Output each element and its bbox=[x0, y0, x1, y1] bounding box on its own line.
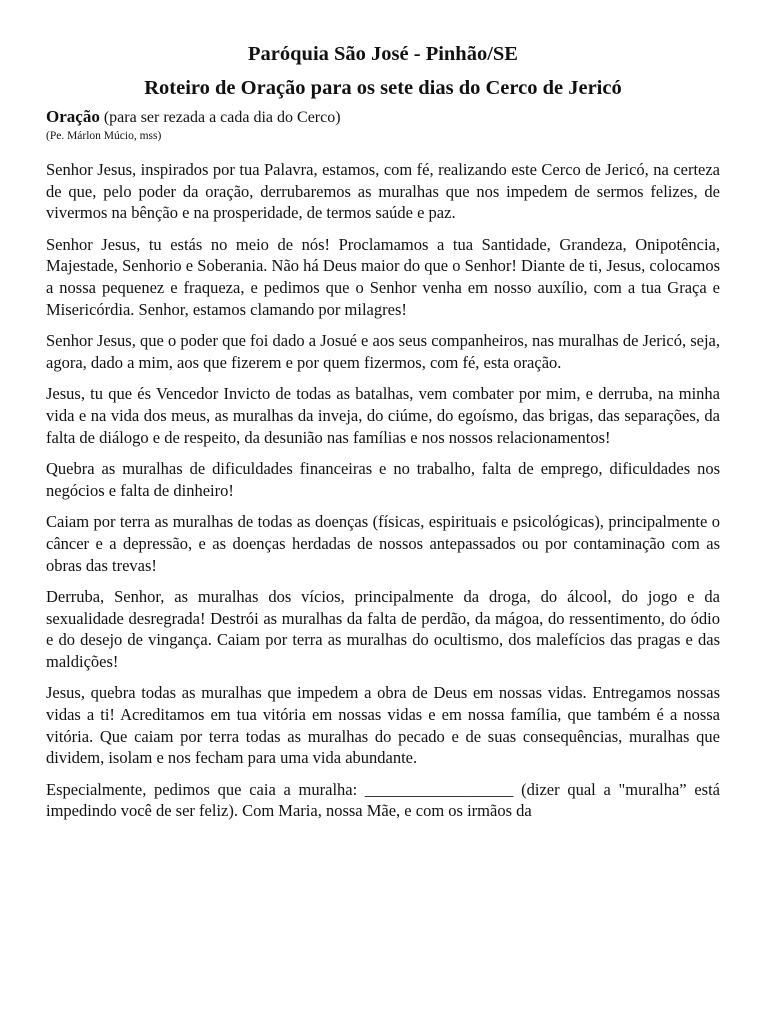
prayer-author: (Pe. Márlon Múcio, mss) bbox=[46, 130, 162, 142]
prayer-heading: Oração bbox=[46, 107, 100, 126]
parish-title: Paróquia São José - Pinhão/SE bbox=[248, 43, 518, 65]
prayer-paragraph-6: Caiam por terra as muralhas de todas as doenças (físicas, espirituais e psicológicas), principalmente o câncer e a depressão, e as doenças herdadas de nossos antepassados ou por contaminação com as obras das trevas! bbox=[46, 512, 720, 575]
document-page bbox=[46, 40, 720, 832]
prayer-paragraph-5: Quebra as muralhas de dificuldades financeiras e no trabalho, falta de emprego, dificuldades nos negócios e falta de dinheiro! bbox=[46, 459, 720, 500]
prayer-heading-line bbox=[46, 106, 720, 129]
prayer-paragraph-3: Senhor Jesus, que o poder que foi dado a Josué e aos seus companheiros, nas muralhas de Jericó, seja, agora, dado a mim, aos que fizerem e por quem fizermos, com fé, esta oração. bbox=[46, 331, 720, 372]
prayer-subtitle: (para ser rezada a cada dia do Cerco) bbox=[103, 109, 341, 126]
prayer-paragraph-4: Jesus, tu que és Vencedor Invicto de todas as batalhas, vem combater por mim, e derruba, na minha vida e na vida dos meus, as muralhas da inveja, do ciúme, do egoísmo, das brigas, das separações, da falta de diálogo e de respeito, da desunião nas famílias e nos nossos relacionamentos! bbox=[46, 384, 720, 447]
prayer-paragraph-8: Jesus, quebra todas as muralhas que impedem a obra de Deus em nossas vidas. Entregamos nossas vidas a ti! Acreditamos em tua vitória em nossas vidas e em nossa família, que também é a nossa vitória. Que caiam por terra todas as muralhas do pecado e de suas consequências, muralhas que dividem, isolam e nos fecham para uma vida abundante. bbox=[46, 683, 720, 768]
document-title: Roteiro de Oração para os sete dias do Cerco de Jericó bbox=[144, 77, 622, 99]
prayer-paragraph-1: Senhor Jesus, inspirados por tua Palavra, estamos, com fé, realizando este Cerco de Jericó, na certeza de que, pelo poder da oração, derrubaremos as muralhas que nos impedem de sermos felizes, de vivermos na bênção e na prosperidade, de termos saúde e paz. bbox=[46, 160, 720, 223]
prayer-paragraph-9: Especialmente, pedimos que caia a muralha: __________________ (dizer qual a "muralha” está impedindo você de ser feliz). Com Maria, nossa Mãe, e com os irmãos da bbox=[46, 779, 720, 821]
prayer-paragraph-7: Derruba, Senhor, as muralhas dos vícios, principalmente da droga, do álcool, do jogo e da sexualidade desregrada! Destrói as muralhas da falta de perdão, da mágoa, do ressentimento, do ódio e do desejo de vingança. Caiam por terra as muralhas do ocultismo, dos malefícios das pragas e das maldições! bbox=[46, 587, 720, 671]
prayer-paragraph-2: Senhor Jesus, tu estás no meio de nós! Proclamamos a tua Santidade, Grandeza, Onipotência, Majestade, Senhorio e Soberania. Não há Deus maior do que o Senhor! Diante de ti, Jesus, colocamos a nossa pequenez e fraqueza, e pedimos que o Senhor venha em nosso auxílio, com a tua Graça e Misericórdia. Senhor, estamos clamando por milagres! bbox=[46, 234, 720, 319]
